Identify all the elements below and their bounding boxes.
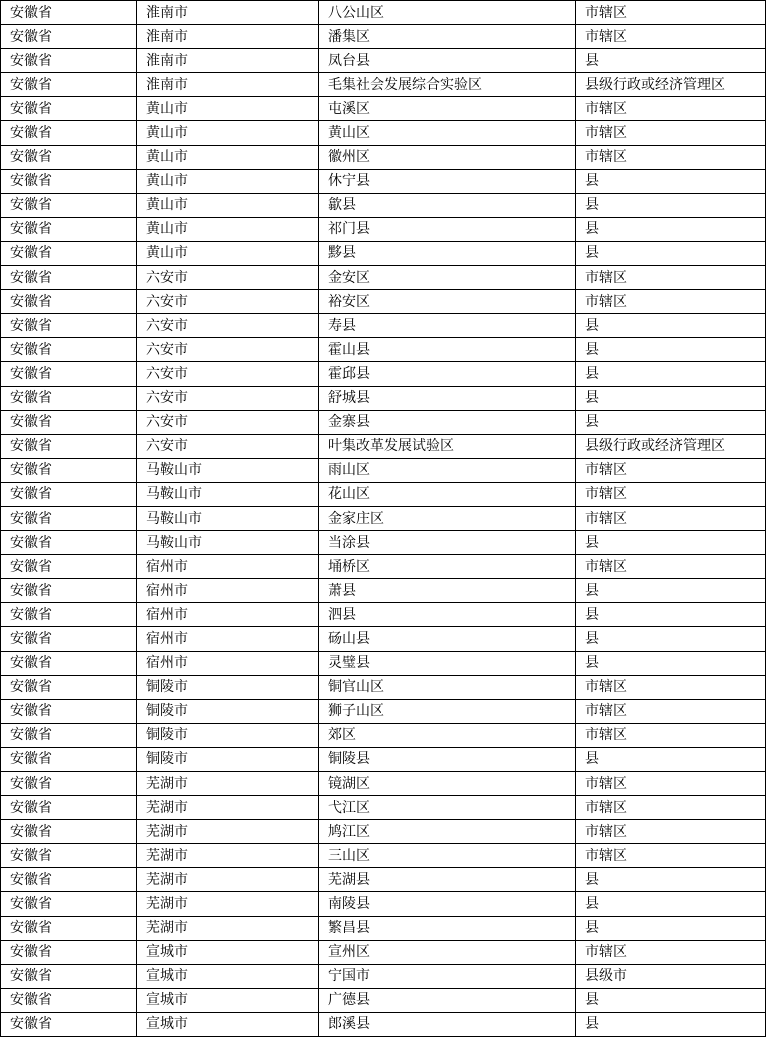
city-cell: 宿州市 (137, 555, 319, 579)
table-row (1, 747, 766, 771)
city-cell: 黄山市 (137, 145, 319, 169)
province-cell: 安徽省 (1, 964, 137, 988)
table-row (1, 25, 766, 49)
type-cell: 市辖区 (576, 820, 766, 844)
province-cell: 安徽省 (1, 1012, 137, 1036)
type-cell: 市辖区 (576, 723, 766, 747)
province-cell: 安徽省 (1, 217, 137, 241)
city-cell: 芜湖市 (137, 772, 319, 796)
type-cell: 县 (576, 603, 766, 627)
district-cell: 黄山区 (319, 121, 576, 145)
table-row (1, 506, 766, 530)
district-cell: 霍山县 (319, 338, 576, 362)
province-cell: 安徽省 (1, 362, 137, 386)
city-cell: 铜陵市 (137, 699, 319, 723)
table-row (1, 868, 766, 892)
type-cell: 县 (576, 531, 766, 555)
city-cell: 铜陵市 (137, 747, 319, 771)
province-cell: 安徽省 (1, 290, 137, 314)
district-cell: 潘集区 (319, 25, 576, 49)
city-cell: 芜湖市 (137, 796, 319, 820)
province-cell: 安徽省 (1, 482, 137, 506)
type-cell: 市辖区 (576, 506, 766, 530)
table-row (1, 338, 766, 362)
type-cell: 市辖区 (576, 482, 766, 506)
province-cell: 安徽省 (1, 579, 137, 603)
district-cell: 雨山区 (319, 458, 576, 482)
table-row (1, 145, 766, 169)
table-row (1, 1, 766, 25)
province-cell: 安徽省 (1, 193, 137, 217)
city-cell: 黄山市 (137, 121, 319, 145)
type-cell: 县 (576, 988, 766, 1012)
table-row (1, 482, 766, 506)
type-cell: 市辖区 (576, 145, 766, 169)
table-row (1, 410, 766, 434)
region-table-body (1, 1, 766, 1037)
city-cell: 宣城市 (137, 1012, 319, 1036)
city-cell: 马鞍山市 (137, 482, 319, 506)
type-cell: 县 (576, 627, 766, 651)
table-row (1, 290, 766, 314)
city-cell: 宿州市 (137, 651, 319, 675)
province-cell: 安徽省 (1, 97, 137, 121)
province-cell: 安徽省 (1, 49, 137, 73)
type-cell: 市辖区 (576, 121, 766, 145)
city-cell: 铜陵市 (137, 723, 319, 747)
type-cell: 市辖区 (576, 1, 766, 25)
table-row (1, 940, 766, 964)
city-cell: 芜湖市 (137, 916, 319, 940)
city-cell: 黄山市 (137, 241, 319, 265)
province-cell: 安徽省 (1, 675, 137, 699)
city-cell: 马鞍山市 (137, 458, 319, 482)
province-cell: 安徽省 (1, 988, 137, 1012)
district-cell: 裕安区 (319, 290, 576, 314)
city-cell: 淮南市 (137, 49, 319, 73)
province-cell: 安徽省 (1, 241, 137, 265)
type-cell: 县级市 (576, 964, 766, 988)
table-row (1, 314, 766, 338)
table-row (1, 121, 766, 145)
district-cell: 三山区 (319, 844, 576, 868)
district-cell: 铜官山区 (319, 675, 576, 699)
type-cell: 县 (576, 241, 766, 265)
district-cell: 毛集社会发展综合实验区 (319, 73, 576, 97)
table-row (1, 217, 766, 241)
type-cell: 县 (576, 410, 766, 434)
province-cell: 安徽省 (1, 796, 137, 820)
district-cell: 徽州区 (319, 145, 576, 169)
district-cell: 八公山区 (319, 1, 576, 25)
table-row (1, 458, 766, 482)
type-cell: 县 (576, 916, 766, 940)
table-row (1, 723, 766, 747)
district-cell: 霍邱县 (319, 362, 576, 386)
type-cell: 县 (576, 386, 766, 410)
table-row (1, 266, 766, 290)
district-cell: 郎溪县 (319, 1012, 576, 1036)
table-row (1, 97, 766, 121)
table-row (1, 434, 766, 458)
type-cell: 县级行政或经济管理区 (576, 434, 766, 458)
province-cell: 安徽省 (1, 266, 137, 290)
district-cell: 砀山县 (319, 627, 576, 651)
city-cell: 黄山市 (137, 193, 319, 217)
table-row (1, 964, 766, 988)
district-cell: 歙县 (319, 193, 576, 217)
province-cell: 安徽省 (1, 892, 137, 916)
district-cell: 宁国市 (319, 964, 576, 988)
table-row (1, 49, 766, 73)
table-row (1, 844, 766, 868)
district-cell: 埇桥区 (319, 555, 576, 579)
table-row (1, 916, 766, 940)
district-cell: 灵璧县 (319, 651, 576, 675)
table-row (1, 651, 766, 675)
city-cell: 六安市 (137, 266, 319, 290)
type-cell: 市辖区 (576, 940, 766, 964)
table-row (1, 1012, 766, 1036)
city-cell: 宣城市 (137, 940, 319, 964)
city-cell: 宿州市 (137, 603, 319, 627)
district-cell: 屯溪区 (319, 97, 576, 121)
table-row (1, 362, 766, 386)
district-cell: 弋江区 (319, 796, 576, 820)
district-cell: 芜湖县 (319, 868, 576, 892)
type-cell: 县 (576, 892, 766, 916)
table-row (1, 193, 766, 217)
district-cell: 镜湖区 (319, 772, 576, 796)
province-cell: 安徽省 (1, 603, 137, 627)
district-cell: 金寨县 (319, 410, 576, 434)
type-cell: 县 (576, 747, 766, 771)
type-cell: 市辖区 (576, 555, 766, 579)
district-cell: 鸠江区 (319, 820, 576, 844)
table-row (1, 531, 766, 555)
district-cell: 黟县 (319, 241, 576, 265)
province-cell: 安徽省 (1, 434, 137, 458)
province-cell: 安徽省 (1, 386, 137, 410)
city-cell: 铜陵市 (137, 675, 319, 699)
province-cell: 安徽省 (1, 338, 137, 362)
type-cell: 县 (576, 362, 766, 386)
city-cell: 宣城市 (137, 988, 319, 1012)
city-cell: 淮南市 (137, 25, 319, 49)
type-cell: 县级行政或经济管理区 (576, 73, 766, 97)
city-cell: 黄山市 (137, 169, 319, 193)
type-cell: 县 (576, 338, 766, 362)
city-cell: 宿州市 (137, 579, 319, 603)
type-cell: 市辖区 (576, 772, 766, 796)
district-cell: 当涂县 (319, 531, 576, 555)
province-cell: 安徽省 (1, 940, 137, 964)
table-row (1, 699, 766, 723)
province-cell: 安徽省 (1, 169, 137, 193)
province-cell: 安徽省 (1, 555, 137, 579)
type-cell: 县 (576, 1012, 766, 1036)
district-cell: 寿县 (319, 314, 576, 338)
district-cell: 广德县 (319, 988, 576, 1012)
province-cell: 安徽省 (1, 1, 137, 25)
city-cell: 宣城市 (137, 964, 319, 988)
type-cell: 市辖区 (576, 97, 766, 121)
type-cell: 市辖区 (576, 675, 766, 699)
province-cell: 安徽省 (1, 916, 137, 940)
city-cell: 六安市 (137, 434, 319, 458)
table-row (1, 772, 766, 796)
type-cell: 市辖区 (576, 699, 766, 723)
district-cell: 郊区 (319, 723, 576, 747)
city-cell: 六安市 (137, 410, 319, 434)
city-cell: 六安市 (137, 338, 319, 362)
district-cell: 泗县 (319, 603, 576, 627)
city-cell: 黄山市 (137, 217, 319, 241)
type-cell: 县 (576, 651, 766, 675)
table-row (1, 386, 766, 410)
type-cell: 县 (576, 193, 766, 217)
district-cell: 萧县 (319, 579, 576, 603)
city-cell: 芜湖市 (137, 892, 319, 916)
province-cell: 安徽省 (1, 121, 137, 145)
type-cell: 市辖区 (576, 266, 766, 290)
table-row (1, 796, 766, 820)
district-cell: 凤台县 (319, 49, 576, 73)
province-cell: 安徽省 (1, 820, 137, 844)
province-cell: 安徽省 (1, 410, 137, 434)
type-cell: 市辖区 (576, 796, 766, 820)
province-cell: 安徽省 (1, 772, 137, 796)
city-cell: 芜湖市 (137, 820, 319, 844)
province-cell: 安徽省 (1, 25, 137, 49)
table-row (1, 73, 766, 97)
district-cell: 舒城县 (319, 386, 576, 410)
city-cell: 淮南市 (137, 1, 319, 25)
table-row (1, 579, 766, 603)
type-cell: 县 (576, 579, 766, 603)
city-cell: 黄山市 (137, 97, 319, 121)
district-cell: 花山区 (319, 482, 576, 506)
province-cell: 安徽省 (1, 651, 137, 675)
table-row (1, 603, 766, 627)
city-cell: 六安市 (137, 386, 319, 410)
province-cell: 安徽省 (1, 723, 137, 747)
table-row (1, 241, 766, 265)
table-row (1, 820, 766, 844)
province-cell: 安徽省 (1, 627, 137, 651)
type-cell: 市辖区 (576, 458, 766, 482)
province-cell: 安徽省 (1, 747, 137, 771)
city-cell: 淮南市 (137, 73, 319, 97)
table-row (1, 892, 766, 916)
city-cell: 六安市 (137, 290, 319, 314)
province-cell: 安徽省 (1, 145, 137, 169)
province-cell: 安徽省 (1, 531, 137, 555)
type-cell: 县 (576, 314, 766, 338)
province-cell: 安徽省 (1, 73, 137, 97)
type-cell: 市辖区 (576, 25, 766, 49)
district-cell: 狮子山区 (319, 699, 576, 723)
province-cell: 安徽省 (1, 844, 137, 868)
district-cell: 铜陵县 (319, 747, 576, 771)
city-cell: 芜湖市 (137, 844, 319, 868)
city-cell: 芜湖市 (137, 868, 319, 892)
province-cell: 安徽省 (1, 458, 137, 482)
city-cell: 六安市 (137, 362, 319, 386)
table-row (1, 627, 766, 651)
city-cell: 马鞍山市 (137, 531, 319, 555)
type-cell: 市辖区 (576, 290, 766, 314)
table-row (1, 169, 766, 193)
city-cell: 宿州市 (137, 627, 319, 651)
city-cell: 六安市 (137, 314, 319, 338)
type-cell: 市辖区 (576, 844, 766, 868)
district-cell: 金家庄区 (319, 506, 576, 530)
province-cell: 安徽省 (1, 506, 137, 530)
district-cell: 休宁县 (319, 169, 576, 193)
district-cell: 金安区 (319, 266, 576, 290)
district-cell: 南陵县 (319, 892, 576, 916)
district-cell: 繁昌县 (319, 916, 576, 940)
table-row (1, 555, 766, 579)
province-cell: 安徽省 (1, 868, 137, 892)
type-cell: 县 (576, 217, 766, 241)
district-cell: 祁门县 (319, 217, 576, 241)
province-cell: 安徽省 (1, 314, 137, 338)
table-row (1, 988, 766, 1012)
type-cell: 县 (576, 169, 766, 193)
district-cell: 宣州区 (319, 940, 576, 964)
city-cell: 马鞍山市 (137, 506, 319, 530)
province-cell: 安徽省 (1, 699, 137, 723)
district-cell: 叶集改革发展试验区 (319, 434, 576, 458)
type-cell: 县 (576, 49, 766, 73)
type-cell: 县 (576, 868, 766, 892)
table-row (1, 675, 766, 699)
